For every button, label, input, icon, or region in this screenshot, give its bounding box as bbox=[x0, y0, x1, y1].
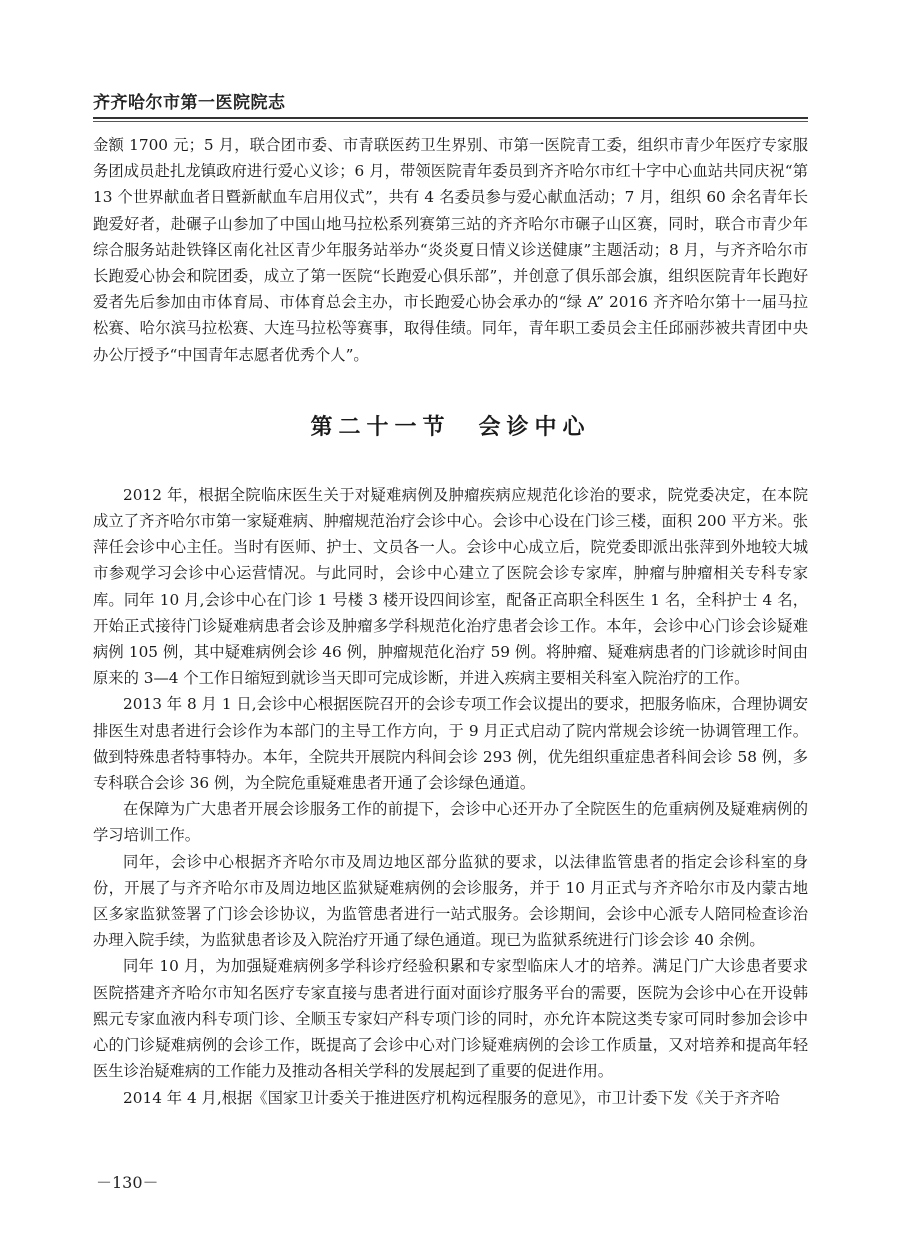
page-number: －130－ bbox=[96, 1173, 159, 1192]
section-title: 第二十一节 会诊中心 bbox=[310, 413, 591, 440]
paragraph-2012: 2012 年，根据全院临床医生关于对疑难病例及肿瘤疾病应规范化诊治的要求，院党委决定，在本院成立了齐齐哈尔市第一家疑难病、肿瘤规范治疗会诊中心。会诊中心设在门诊三楼，面积 200 平方米。张萍任会诊中心主任。当时有医师、护士、文员各一人。会诊中心成立后，院党委即派出张萍到外地较大城市参观学习会诊中心运营情况。与此同时，会诊中心建立了医院会诊专家库，肿瘤与肿瘤相关专科专家库。同年 10 月,会诊中心在门诊 1 号楼 3 楼开设四间诊室，配备正高职全科医生 1 名，全科护士 4 名，开始正式接待门诊疑难病患者会诊及肿瘤多学科规范化治疗患者会诊工作。本年，会诊中心门诊会诊疑难病例 105 例，其中疑难病例会诊 46 例，肿瘤规范化治疗 59 例。将肿瘤、疑难病患者的门诊就诊时间由原来的 3—4 个工作日缩短到就诊当天即可完成诊断，并进入疾病主要相关科室入院治疗的工作。 bbox=[93, 485, 808, 688]
running-header-title: 齐齐哈尔市第一医院院志 bbox=[93, 93, 286, 113]
header-rule bbox=[93, 117, 808, 119]
paragraph-prison-consultation: 同年，会诊中心根据齐齐哈尔市及周边地区部分监狱的要求，以法律监管患者的指定会诊科室的身份，开展了与齐齐哈尔市及周边地区监狱疑难病例的会诊服务，并于 10 月正式与齐齐哈尔市及内蒙古地区多家监狱签署了门诊会诊协议，为监管患者进行一站式服务。会诊期间，会诊中心派专人陪同检查诊治办理入院手续，为监狱患者诊及入院治疗开通了绿色通道。现已为监狱系统进行门诊会诊 40 余例。 bbox=[93, 852, 808, 950]
paragraph-2013: 2013 年 8 月 1 日,会诊中心根据医院召开的会诊专项工作会议提出的要求，把服务临床，合理协调安排医生对患者进行会诊作为本部门的主导工作方向，于 9 月正式启动了院内常规会诊统一协调管理工作。做到特殊患者特事特办。本年，全院共开展院内科间会诊 293 例，优先组织重症患者科间会诊 58 例，多专科联合会诊 36 例，为全院危重疑难患者开通了会诊绿色通道。 bbox=[93, 695, 808, 793]
paragraph-2014: 2014 年 4 月,根据《国家卫计委关于推进医疗机构远程服务的意见》，市卫计委下发《关于齐齐哈 bbox=[123, 1088, 781, 1107]
paragraph-expert-clinic: 同年 10 月，为加强疑难病例多学科诊疗经验积累和专家型临床人才的培养。满足门广大诊患者要求医院搭建齐齐哈尔市知名医疗专家直接与患者进行面对面诊疗服务平台的需要，医院为会诊中心在开设韩熙元专家血液内科专项门诊、全顺玉专家妇产科专项门诊的同时，亦允许本院这类专家可同时参加会诊中心的门诊疑难病例的会诊工作，既提高了会诊中心对门诊疑难病例的会诊工作质量，又对培养和提高年轻医生诊治疑难病的工作能力及推动各相关学科的发展起到了重要的促进作用。 bbox=[93, 957, 808, 1081]
header-rule-thin bbox=[93, 121, 808, 122]
page-body bbox=[93, 132, 808, 1111]
paragraph-training: 在保障为广大患者开展会诊服务工作的前提下，会诊中心还开办了全院医生的危重病例及疑难病例的学习培训工作。 bbox=[93, 800, 808, 845]
paragraph-continued: 金额 1700 元；5 月，联合团市委、市青联医药卫生界别、市第一医院青工委，组织市青少年医疗专家服务团成员赴扎龙镇政府进行爱心义诊；6 月，带领医院青年委员到齐齐哈尔市红十字中心血站共同庆祝“第 13 个世界献血者日暨新献血车启用仪式”，共有 4 名委员参与爱心献血活动；7 月，组织 60 余名青年长跑爱好者，赴碾子山参加了中国山地马拉松系列赛第三站的齐齐哈尔市碾子山区赛，同时，联合市青少年综合服务站赴铁锋区南化社区青少年服务站举办“炎炎夏日情义诊送健康”主题活动；8 月，与齐齐哈尔市长跑爱心协会和院团委，成立了第一医院“长跑爱心俱乐部”，并创意了俱乐部会旗，组织医院青年长跑好爱者先后参加由市体育局、市体育总会主办，市长跑爱心协会承办的“绿 A” 2016 齐齐哈尔第十一届马拉松赛、哈尔滨马拉松赛、大连马拉松等赛事，取得佳绩。同年，青年职工委员会主任邱丽莎被共青团中央办公厅授予“中国青年志愿者优秀个人”。 bbox=[93, 136, 808, 364]
